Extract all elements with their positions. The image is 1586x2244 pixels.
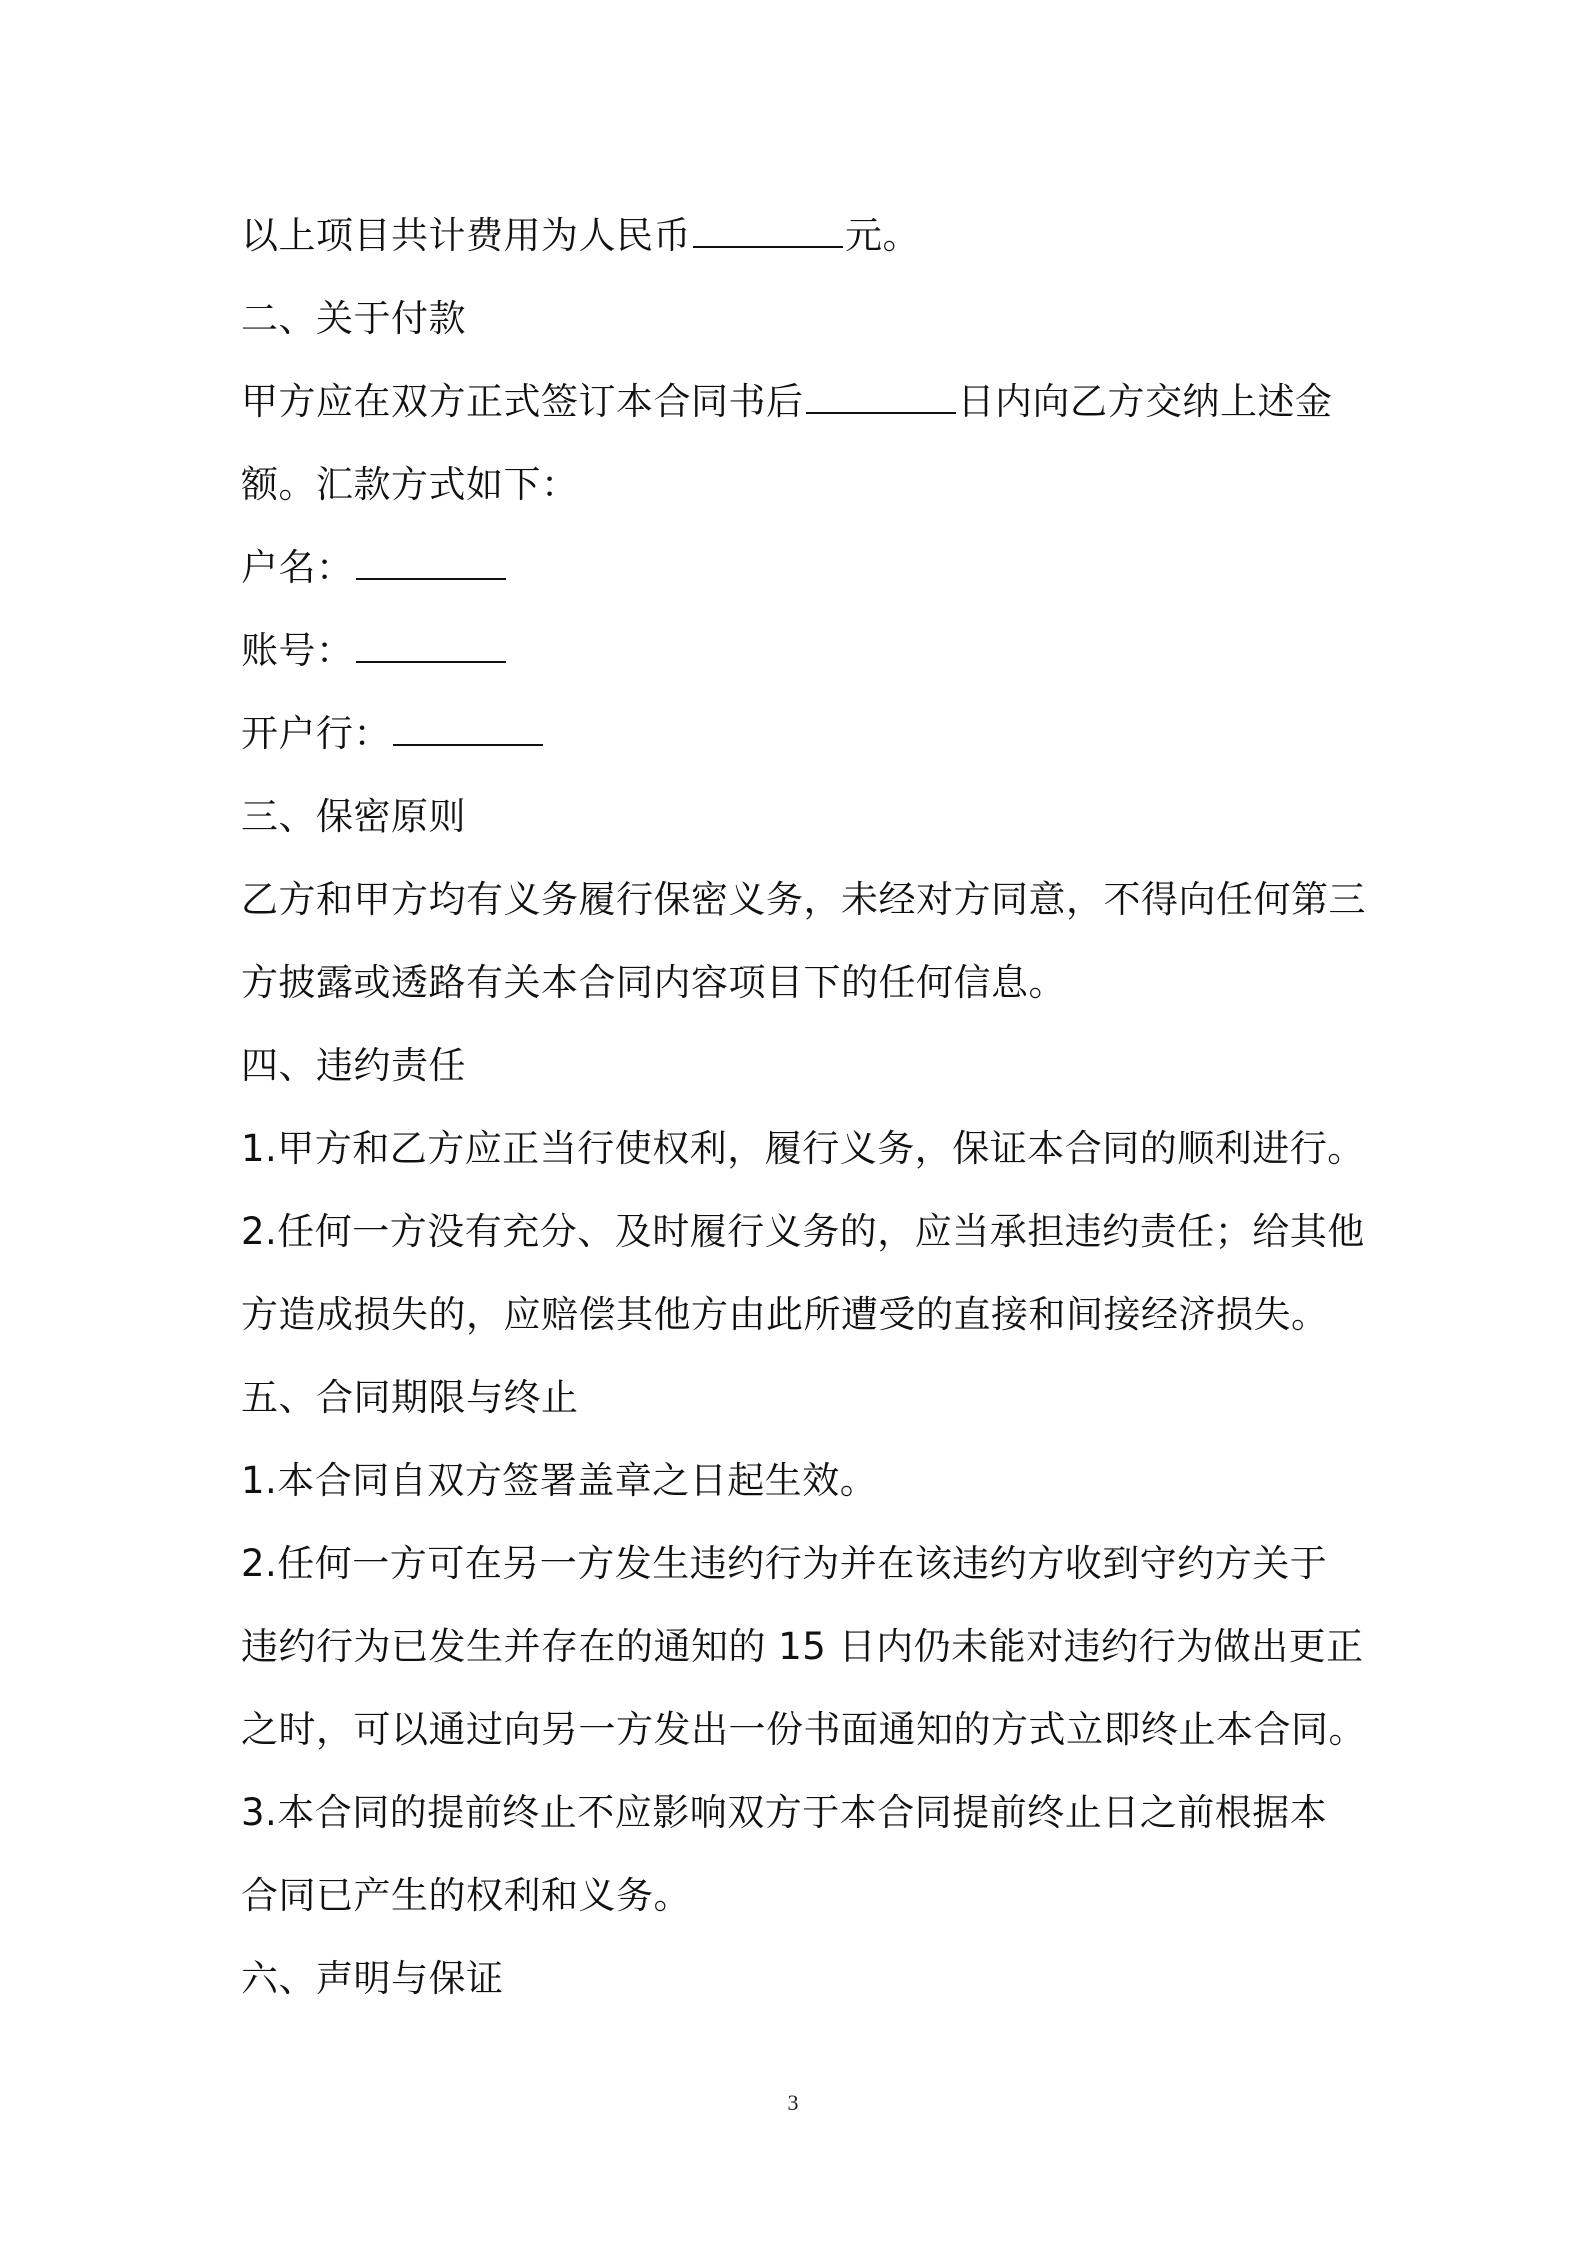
payment-deadline-text: 甲方应在双方正式签订本合同书后 xyxy=(241,380,804,423)
section-heading-representations: 六、声明与保证 xyxy=(241,1957,504,2000)
breach-clause-1: 1.甲方和乙方应正当行使权利，履行义务，保证本合同的顺利进行。 xyxy=(241,1127,1365,1170)
term-clause-1: 1.本合同自双方签署盖章之日起生效。 xyxy=(241,1459,878,1502)
account-name-blank xyxy=(356,544,506,580)
breach-clause-2-line-1: 2.任何一方没有充分、及时履行义务的，应当承担违约责任；给其他 xyxy=(241,1210,1365,1253)
total-fee-line xyxy=(241,212,920,260)
bank-label: 开户行： xyxy=(241,712,391,755)
total-fee-text: 以上项目共计费用为人民币 xyxy=(241,214,691,257)
account-number-line xyxy=(241,627,508,675)
payment-days-blank xyxy=(806,378,956,414)
term-clause-3-line-2: 合同已产生的权利和义务。 xyxy=(241,1874,691,1917)
term-clause-2-line-1: 2.任何一方可在另一方发生违约行为并在该违约方收到守约方关于 xyxy=(241,1542,1328,1585)
account-name-line xyxy=(241,544,508,592)
payment-deadline-text-end: 日内向乙方交纳上述金 xyxy=(957,380,1333,423)
term-clause-3-line-1: 3.本合同的提前终止不应影响双方于本合同提前终止日之前根据本 xyxy=(241,1791,1328,1834)
term-clause-2-line-3: 之时，可以通过向另一方发出一份书面通知的方式立即终止本合同。 xyxy=(241,1708,1366,1751)
section-heading-breach: 四、违约责任 xyxy=(241,1044,466,1087)
payment-deadline-line xyxy=(241,378,1333,426)
confidentiality-paragraph-line-2: 方披露或透路有关本合同内容项目下的任何信息。 xyxy=(241,961,1066,1004)
section-heading-confidentiality: 三、保密原则 xyxy=(241,795,466,838)
account-number-label: 账号： xyxy=(241,629,354,672)
term-clause-2-line-2: 违约行为已发生并存在的通知的 15 日内仍未能对违约行为做出更正 xyxy=(241,1625,1364,1668)
account-number-blank xyxy=(356,627,506,663)
confidentiality-paragraph-line-1: 乙方和甲方均有义务履行保密义务，未经对方同意，不得向任何第三 xyxy=(241,878,1366,921)
bank-line xyxy=(241,710,545,758)
breach-clause-2-line-2: 方造成损失的，应赔偿其他方由此所遭受的直接和间接经济损失。 xyxy=(241,1293,1329,1336)
section-heading-payment: 二、关于付款 xyxy=(241,297,466,340)
section-heading-term: 五、合同期限与终止 xyxy=(241,1376,579,1419)
payment-method-intro: 额。汇款方式如下： xyxy=(241,463,579,506)
bank-blank xyxy=(393,710,543,746)
account-name-label: 户名： xyxy=(241,546,354,589)
total-fee-unit: 元。 xyxy=(845,214,920,257)
total-fee-blank xyxy=(693,212,843,248)
page-number: 3 xyxy=(787,2090,799,2115)
